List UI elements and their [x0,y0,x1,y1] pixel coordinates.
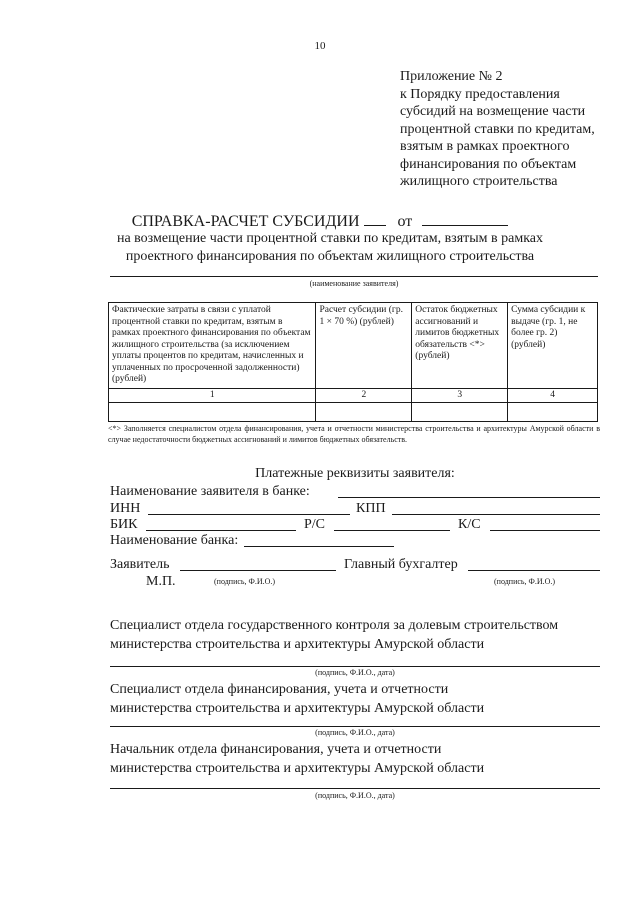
table-cell [316,403,412,422]
column-number: 3 [412,388,508,403]
appendix-line: процентной ставки по кредитам, [400,121,595,137]
accountant-signature-line [468,570,600,571]
column-number: 1 [109,388,316,403]
specialist-ministry: министерства строительства и архитектуры Амурской области [110,761,485,776]
appendix-line: жилищного строительства [400,174,558,189]
appendix-block [400,68,630,191]
subtitle-line-2: проектного финансирования по объектам жилищного строительства [125,249,535,264]
specialist-block-1 [110,616,600,654]
bank-name-field [338,497,600,498]
table-cell [412,403,508,422]
specialist-title: Специалист отдела финансирования, учета и отчетности [110,682,449,697]
inn-field [148,514,350,515]
specialist-2-caption: (подпись, Ф.И.О., дата) [315,728,395,737]
applicant-name-line [110,276,598,277]
specialist-ministry: министерства строительства и архитектуры Амурской области [110,637,485,652]
table-row [109,403,598,422]
appendix-line: к Порядку предоставления [400,86,560,102]
stamp-label: М.П. [146,574,176,589]
date-blank [422,212,508,226]
bik-label: БИК [110,517,138,532]
kpp-field [392,514,600,515]
ks-field [490,530,600,531]
appendix-line: взятым в рамках проектного [400,139,570,154]
appendix-line: Приложение № 2 [400,69,503,84]
table-header-cell: Сумма субсидии к выдаче (гр. 1, не более гр. 2) (рублей) [508,303,598,389]
document-subtitle [60,230,600,266]
table-cell [508,403,598,422]
bank-field [244,546,394,547]
appendix-line: финансирования по объектам [400,156,577,172]
appendix-line: субсидий на возмещение части [400,104,586,119]
specialist-block-2 [110,680,600,718]
column-number: 2 [316,388,412,403]
kpp-label: КПП [356,501,386,516]
rs-label: Р/С [304,517,326,532]
specialist-block-3 [110,740,600,778]
column-number: 4 [508,388,598,403]
applicant-sign-caption: (подпись, Ф.И.О.) [214,577,276,586]
specialist-3-caption: (подпись, Ф.И.О., дата) [315,791,395,800]
document-title [0,212,640,231]
table-header-cell: Остаток бюджетных ассигнований и лимитов бюджетных обязательств <*> (рублей) [412,303,508,389]
inn-label: ИНН [110,501,141,516]
table-number-row [109,388,598,403]
title-text: СПРАВКА-РАСЧЕТ СУБСИДИИ [131,213,360,230]
applicant-label: Заявитель [110,557,170,572]
specialist-2-signature-line [110,726,600,727]
table-cell [109,403,316,422]
applicant-signature-line [180,570,336,571]
subsidy-calculation-table [108,302,598,422]
footnote: <*> Заполняется специалистом отдела финансирования, учета и отчетности министерства строительства и архитектуры Амурской области в случае недостаточности бюджетных ассигнований и лимитов бюджетных обязательств. [108,424,600,444]
number-blank [364,212,386,226]
specialist-1-signature-line [110,666,600,667]
table-header-row [109,303,598,389]
subtitle-line-1: на возмещение части процентной ставки по кредитам, взятым в рамках [116,231,544,246]
applicant-caption: (наименование заявителя) [309,279,399,288]
page-number: 10 [314,40,326,52]
specialist-title: Специалист отдела государственного контроля за долевым строительством [110,618,559,633]
specialist-3-signature-line [110,788,600,789]
bik-field [146,530,296,531]
table-header-cell: Расчет субсидии (гр. 1 × 70 %) (рублей) [316,303,412,389]
specialist-1-caption: (подпись, Ф.И.О., дата) [315,668,395,677]
specialist-ministry: министерства строительства и архитектуры Амурской области [110,701,485,716]
accountant-sign-caption: (подпись, Ф.И.О.) [494,577,556,586]
bank-name-label: Наименование заявителя в банке: [110,484,310,499]
title-from: от [397,213,413,230]
chief-accountant-label: Главный бухгалтер [344,557,458,572]
table-header-cell: Фактические затраты в связи с уплатой процентной ставки по кредитам, взятым в рамках проектного финансирования по объектам жилищного строительства (за исключением уплаты процентов по кредитам, начисленных и уплаченных по просроченной задолженности) (рублей) [109,303,316,389]
specialist-title: Начальник отдела финансирования, учета и отчетности [110,742,442,757]
rs-field [334,530,450,531]
ks-label: К/С [458,517,481,532]
bank-label: Наименование банка: [110,533,239,548]
payment-requisites-title: Платежные реквизиты заявителя: [255,466,455,481]
